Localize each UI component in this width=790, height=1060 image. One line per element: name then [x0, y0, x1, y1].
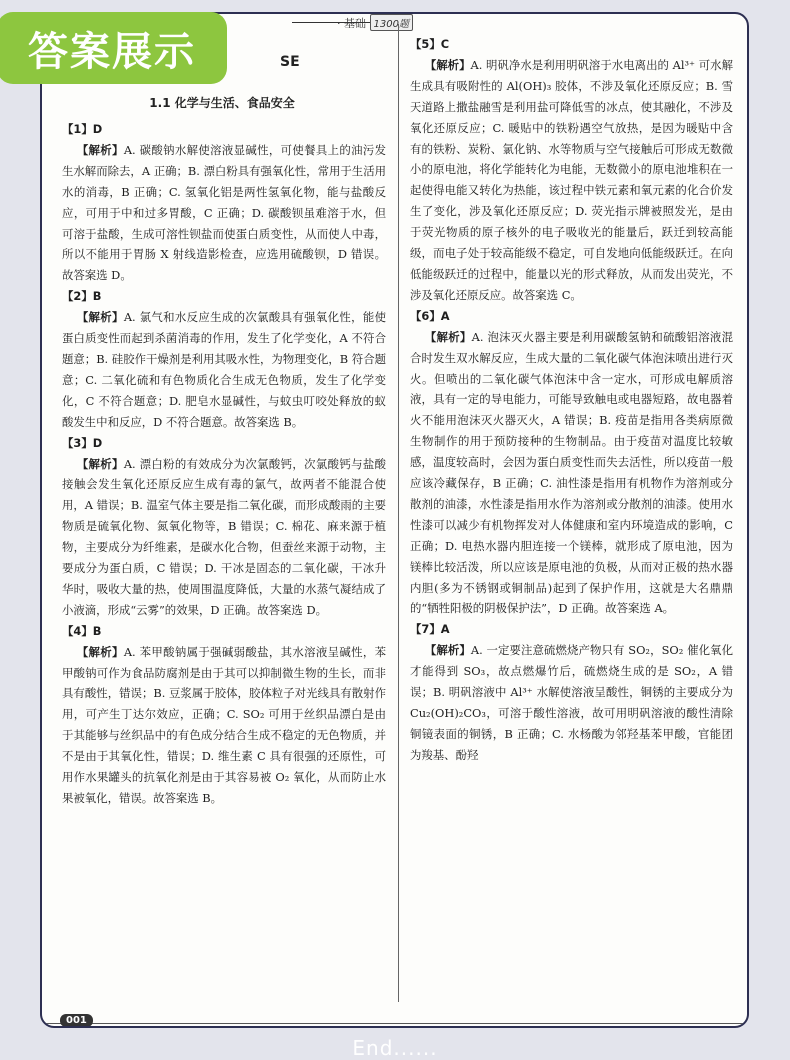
answer-label: 【3】D	[62, 435, 103, 450]
section-title: 1.1 化学与生活、食品安全	[149, 96, 295, 110]
explanation-text: A. 苯甲酸钠属于强碱弱酸盐，其水溶液呈碱性，苯甲酸钠可作为食品防腐剂是由于其可以抑制微生物的生长，而非具有酸性，错误；B. 豆浆属于胶体，胶体粒子对光线具有散射作用，可产生丁达尔效应，正确；C. SO₂ 可用于丝织品漂白是由于其能够与丝织品中的有色成分结合生成不稳定的无色物质，并不是由于其氧化性，错误；D. 维生素 C 具有很强的还原性，可用作水果罐头的抗氧化剂是由于其容易被 O₂ 氧化，从而防止水果被氧化，错误。故答案选 B。	[62, 644, 386, 805]
explanation-text: A. 漂白粉的有效成分为次氯酸钙，次氯酸钙与盐酸接触会发生氧化还原反应生成有毒的氯气，故两者不能混合使用，A 错误；B. 温室气体主要是指二氧化碳，而形成酸雨的主要物质是硫氧化物、氮氧化物等，B 错误；C. 棉花、麻来源于植物，主要成分为纤维素，是碳水化合物，但蚕丝来源于动物，主要成分为蛋白质，C 错误；D. 干冰是固态的二氧化碳，干冰升华时，吸收大量的热，使周围温度降低，大量的水蒸气凝结成了小液滴，形成“云雾”的效果，D 正确。故答案选 D。	[62, 456, 386, 617]
explanation	[410, 640, 733, 765]
explanation-text: A. 一定要注意硫燃烧产物只有 SO₂，SO₂ 催化氧化才能得到 SO₃，故点燃爆竹后，硫燃烧生成的是 SO₂，A 错误；B. 明矾溶液中 Al³⁺ 水解使溶液呈酸性，铜锈的主要成分为 Cu₂(OH)₂CO₃，可溶于酸性溶液，故可用明矾溶液的酸性清除铜镜表面的铜锈，B 正确；C. 水杨酸为邻羟基苯甲酸，官能团为羧基、酚羟	[410, 643, 733, 762]
analysis-tag: 【解析】	[424, 57, 471, 72]
explanation	[62, 140, 386, 286]
explanation	[62, 642, 386, 809]
answer-block	[62, 119, 386, 286]
page-number: 001	[60, 1014, 93, 1027]
answer-display-banner: 答案展示	[0, 12, 227, 84]
column-divider	[398, 24, 399, 1002]
analysis-tag: 【解析】	[424, 643, 471, 658]
left-column	[62, 119, 386, 809]
series-label: · 基础	[337, 17, 366, 30]
end-marker: End......	[352, 1036, 438, 1060]
answer-block	[62, 433, 386, 621]
document-page	[40, 12, 749, 1028]
chapter-heading: SE	[280, 54, 300, 70]
explanation	[410, 327, 733, 620]
explanation-text: A. 明矾净水是利用明矾溶于水电离出的 Al³⁺ 可水解生成具有吸附性的 Al(OH)₃ 胶体，不涉及氧化还原反应；B. 雪天道路上撒盐融雪是利用盐可降低雪的冰点，使其融化，不涉及氧化还原反应；C. 暖贴中的铁粉遇空气放热，是因为暖贴中含有的铁粉、炭粉、氯化钠、水等物质与空气接触后可形成无数微小的原电池，将化学能转化为电能，无数微小的原电池堆积在一起使得电能又转化为热能，该过程中铁元素和氧元素的化合价发生了变化，涉及氧化还原反应；D. 荧光指示牌被照发光，是由于荧光物质的原子核外的电子吸收光的能量后，跃迁到较高能级，而电子处于较高能级不稳定，可自发地向低能级跃迁。在向低能级跃迁的过程中，能量以光的形式释放，从而发出荧光，不涉及氧化还原反应。故答案选 C。	[410, 57, 733, 302]
answer-block	[410, 306, 733, 620]
answer-block	[62, 286, 386, 432]
answer-label: 【7】A	[410, 622, 450, 637]
analysis-tag: 【解析】	[76, 456, 124, 471]
analysis-tag: 【解析】	[424, 329, 472, 344]
answer-block	[410, 34, 733, 306]
footer-rule	[42, 1023, 747, 1024]
answer-label: 【1】D	[62, 122, 103, 136]
answer-label: 【2】B	[62, 289, 102, 304]
explanation-text: A. 泡沫灭火器主要是利用碳酸氢钠和硫酸铝溶液混合时发生双水解反应，生成大量的二氧化碳气体泡沫喷出进行灭火。但喷出的二氧化碳气体泡沫中含一定水，可形成电解质溶液，具有一定的导电能力，可能导致触电或电器短路，故电器着火不能用泡沫灭火器灭火，A 错误；B. 疫苗是指用各类病原微生物制作的用于预防接种的生物制品。由于疫苗对温度比较敏感，温度较高时，会因为蛋白质变性而失去活性，所以疫苗一般应该冷藏保存，B 正确；C. 油性漆是指用有机物作为溶剂或分散剂的油漆，水性漆是指用水作为溶剂或分散剂的油漆。使用水性漆可以减少有机物挥发对人体健康和室内环境造成的影响，C 正确；D. 电热水器内胆连接一个镁棒，就形成了原电池，因为镁棒比较活泼，所以应该是原电池的负极，从而对正极的热水器内胆(多为不锈钢或铜制品)起到了保护作用，这就是大名鼎鼎的“牺牲阳极的阴极保护法”，D 正确。故答案选 A。	[410, 329, 733, 616]
explanation-text: A. 碳酸钠水解使溶液显碱性，可使餐具上的油污发生水解而除去，A 正确；B. 漂白粉具有强氧化性，常用于生活用水的消毒，B 正确；C. 氢氧化铝是两性氢氧化物，能与盐酸反应，可用于中和过多胃酸，C 正确；D. 碳酸钡虽难溶于水，但可溶于盐酸，生成可溶性钡盐而使蛋白质变性，从而使人中毒，所以不能用于胃肠 X 射线造影检查，应选用硫酸钡，D 错误。故答案选 D。	[62, 142, 386, 283]
answer-label: 【5】C	[410, 37, 450, 51]
analysis-tag: 【解析】	[76, 310, 124, 325]
answer-block	[62, 621, 386, 809]
right-column	[410, 34, 733, 766]
analysis-tag: 【解析】	[76, 644, 124, 659]
analysis-tag: 【解析】	[76, 142, 124, 157]
question-count-badge: 1300题	[370, 14, 413, 31]
series-header	[337, 14, 413, 31]
explanation-text: A. 氯气和水反应生成的次氯酸具有强氧化性，能使蛋白质变性而起到杀菌消毒的作用，发生了化学变化，A 不符合题意；B. 硅胶作干燥剂是利用其吸水性，为物理变化，B 符合题意；C. 二氧化硫和有色物质化合生成无色物质，发生了化学变化，C 不符合题意；D. 肥皂水显碱性，与蚊虫叮咬处释放的蚁酸发生中和反应，D 不符合题意。故答案选 B。	[62, 310, 386, 429]
answer-label: 【4】B	[62, 623, 102, 638]
answer-block	[410, 619, 733, 765]
answer-label: 【6】A	[410, 308, 450, 323]
explanation	[410, 55, 733, 306]
explanation	[62, 454, 386, 621]
explanation	[62, 307, 386, 432]
